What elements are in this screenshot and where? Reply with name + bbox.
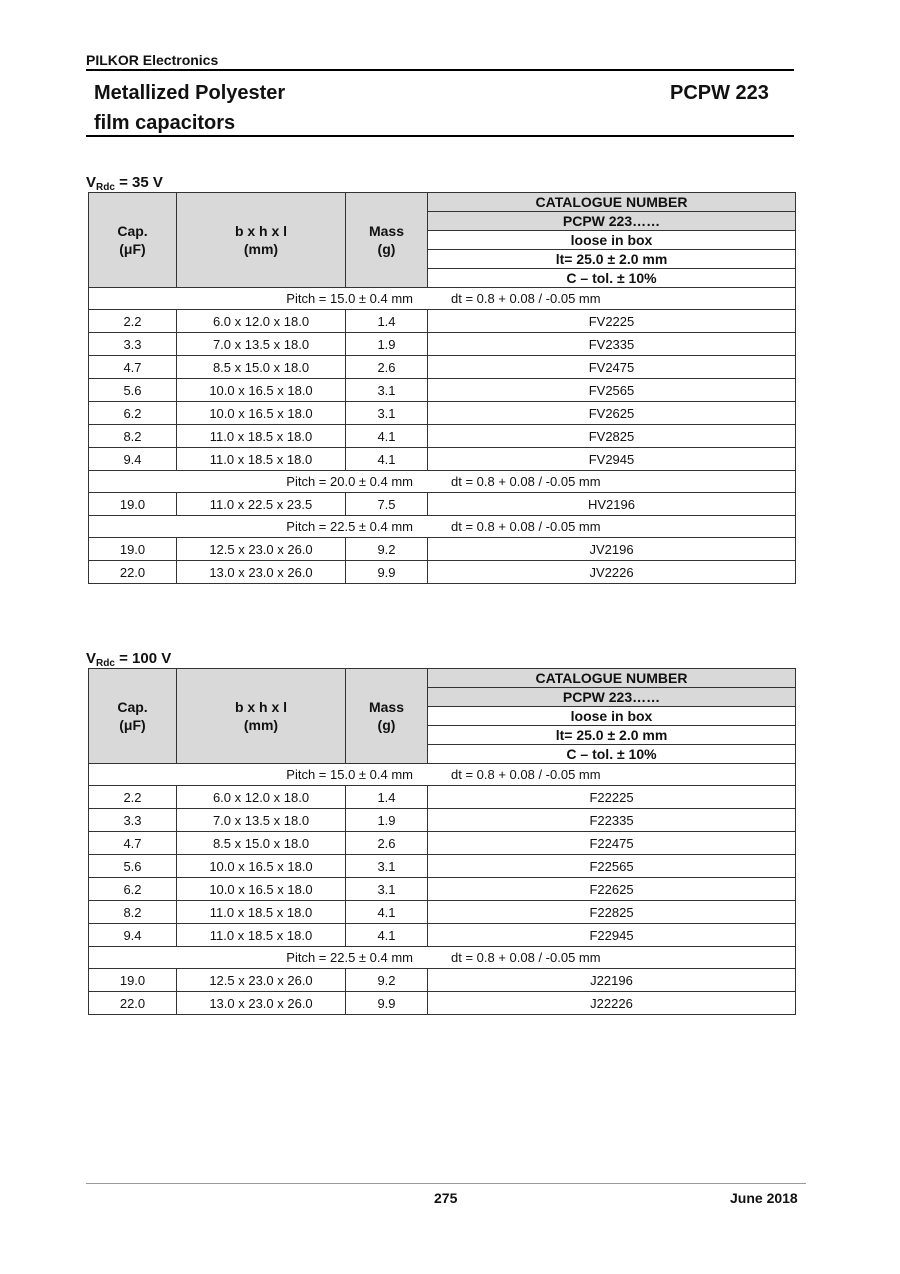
mass-cell: 4.1 <box>346 901 428 924</box>
table-row <box>89 855 796 878</box>
table-row <box>89 310 796 333</box>
pitch-cell <box>89 288 796 310</box>
col-header-lead-length: lt= 25.0 ± 2.0 mm <box>428 726 796 745</box>
mass-cell: 2.6 <box>346 356 428 379</box>
catalogue-number-cell: J22226 <box>428 992 796 1015</box>
mass-cell: 1.9 <box>346 809 428 832</box>
cap-cell: 2.2 <box>89 786 177 809</box>
mass-cell: 4.1 <box>346 924 428 947</box>
cap-cell: 9.4 <box>89 924 177 947</box>
pitch-row <box>89 516 796 538</box>
pitch-spec: Pitch = 22.5 ± 0.4 mm <box>286 519 413 534</box>
cap-cell: 3.3 <box>89 809 177 832</box>
mass-cell: 9.2 <box>346 538 428 561</box>
series-code: PCPW 223 <box>670 82 769 104</box>
catalogue-number-cell: F22475 <box>428 832 796 855</box>
table-row <box>89 924 796 947</box>
table-row <box>89 969 796 992</box>
table-row <box>89 425 796 448</box>
cap-cell: 4.7 <box>89 356 177 379</box>
dims-cell: 12.5 x 23.0 x 26.0 <box>177 538 346 561</box>
cap-cell: 6.2 <box>89 878 177 901</box>
dims-cell: 13.0 x 23.0 x 26.0 <box>177 561 346 584</box>
catalogue-number-cell: FV2225 <box>428 310 796 333</box>
cap-cell: 2.2 <box>89 310 177 333</box>
table-row <box>89 878 796 901</box>
col-header-series: PCPW 223…… <box>428 688 796 707</box>
mass-cell: 3.1 <box>346 402 428 425</box>
mass-cell: 4.1 <box>346 448 428 471</box>
dims-cell: 7.0 x 13.5 x 18.0 <box>177 809 346 832</box>
cap-cell: 4.7 <box>89 832 177 855</box>
cap-cell: 5.6 <box>89 855 177 878</box>
catalogue-number-cell: FV2565 <box>428 379 796 402</box>
col-header-cap: Cap. (μF) <box>89 669 177 764</box>
dims-cell: 13.0 x 23.0 x 26.0 <box>177 992 346 1015</box>
header-rule-bottom <box>86 135 794 137</box>
pitch-spec: Pitch = 15.0 ± 0.4 mm <box>286 291 413 306</box>
lead-diameter-spec: dt = 0.8 + 0.08 / -0.05 mm <box>451 291 601 306</box>
pitch-spec: Pitch = 20.0 ± 0.4 mm <box>286 474 413 489</box>
catalogue-number-cell: JV2226 <box>428 561 796 584</box>
catalogue-number-cell: F22825 <box>428 901 796 924</box>
table-row <box>89 379 796 402</box>
table-row <box>89 992 796 1015</box>
cap-cell: 3.3 <box>89 333 177 356</box>
pitch-cell <box>89 947 796 969</box>
pitch-row <box>89 288 796 310</box>
col-header-packaging: loose in box <box>428 707 796 726</box>
cap-cell: 19.0 <box>89 493 177 516</box>
title-line-2: film capacitors <box>94 112 236 134</box>
dims-cell: 6.0 x 12.0 x 18.0 <box>177 786 346 809</box>
footer-date: June 2018 <box>730 1190 798 1206</box>
dims-cell: 7.0 x 13.5 x 18.0 <box>177 333 346 356</box>
table-row <box>89 809 796 832</box>
table-row <box>89 448 796 471</box>
mass-cell: 3.1 <box>346 855 428 878</box>
voltage-label-100v: $V_{Rdc} = 100$ V <box>86 650 172 669</box>
dims-cell: 12.5 x 23.0 x 26.0 <box>177 969 346 992</box>
mass-cell: 7.5 <box>346 493 428 516</box>
dims-cell: 6.0 x 12.0 x 18.0 <box>177 310 346 333</box>
mass-cell: 9.9 <box>346 992 428 1015</box>
table-row <box>89 786 796 809</box>
pitch-cell <box>89 516 796 538</box>
table-row <box>89 561 796 584</box>
lead-diameter-spec: dt = 0.8 + 0.08 / -0.05 mm <box>451 767 601 782</box>
col-header-mass: Mass (g) <box>346 193 428 288</box>
cap-cell: 8.2 <box>89 901 177 924</box>
cap-cell: 9.4 <box>89 448 177 471</box>
mass-cell: 1.4 <box>346 310 428 333</box>
pitch-spec: Pitch = 22.5 ± 0.4 mm <box>286 950 413 965</box>
cap-cell: 19.0 <box>89 538 177 561</box>
cap-cell: 22.0 <box>89 992 177 1015</box>
col-header-dims: b x h x l (mm) <box>177 193 346 288</box>
cap-cell: 5.6 <box>89 379 177 402</box>
dims-cell: 11.0 x 18.5 x 18.0 <box>177 425 346 448</box>
title-line-1: Metallized Polyester <box>94 82 286 104</box>
dims-cell: 10.0 x 16.5 x 18.0 <box>177 878 346 901</box>
pitch-cell <box>89 764 796 786</box>
dims-cell: 8.5 x 15.0 x 18.0 <box>177 356 346 379</box>
col-header-packaging: loose in box <box>428 231 796 250</box>
pitch-cell <box>89 471 796 493</box>
catalogue-number-cell: F22225 <box>428 786 796 809</box>
lead-diameter-spec: dt = 0.8 + 0.08 / -0.05 mm <box>451 519 601 534</box>
spec-table-100v <box>88 668 796 1015</box>
mass-cell: 3.1 <box>346 878 428 901</box>
catalogue-number-cell: J22196 <box>428 969 796 992</box>
catalogue-number-cell: FV2945 <box>428 448 796 471</box>
dims-cell: 10.0 x 16.5 x 18.0 <box>177 402 346 425</box>
catalogue-number-cell: F22335 <box>428 809 796 832</box>
col-header-tolerance: C – tol. ± 10% <box>428 269 796 288</box>
catalogue-number-cell: FV2475 <box>428 356 796 379</box>
pitch-row <box>89 947 796 969</box>
header-rule-top <box>86 69 794 71</box>
col-header-catalogue: CATALOGUE NUMBER <box>428 193 796 212</box>
table-row <box>89 356 796 379</box>
mass-cell: 3.1 <box>346 379 428 402</box>
mass-cell: 2.6 <box>346 832 428 855</box>
col-header-mass: Mass (g) <box>346 669 428 764</box>
mass-cell: 1.4 <box>346 786 428 809</box>
lead-diameter-spec: dt = 0.8 + 0.08 / -0.05 mm <box>451 474 601 489</box>
pitch-row <box>89 764 796 786</box>
dims-cell: 11.0 x 18.5 x 18.0 <box>177 901 346 924</box>
mass-cell: 9.2 <box>346 969 428 992</box>
table-row <box>89 402 796 425</box>
col-header-lead-length: lt= 25.0 ± 2.0 mm <box>428 250 796 269</box>
cap-cell: 6.2 <box>89 402 177 425</box>
table-row <box>89 832 796 855</box>
catalogue-number-cell: HV2196 <box>428 493 796 516</box>
catalogue-number-cell: F22945 <box>428 924 796 947</box>
pitch-row <box>89 471 796 493</box>
cap-cell: 19.0 <box>89 969 177 992</box>
col-header-catalogue: CATALOGUE NUMBER <box>428 669 796 688</box>
footer-rule <box>86 1183 806 1184</box>
table-row <box>89 333 796 356</box>
page-number: 275 <box>434 1190 458 1206</box>
col-header-tolerance: C – tol. ± 10% <box>428 745 796 764</box>
mass-cell: 9.9 <box>346 561 428 584</box>
catalogue-number-cell: FV2825 <box>428 425 796 448</box>
catalogue-number-cell: F22625 <box>428 878 796 901</box>
cap-cell: 22.0 <box>89 561 177 584</box>
lead-diameter-spec: dt = 0.8 + 0.08 / -0.05 mm <box>451 950 601 965</box>
table-row <box>89 901 796 924</box>
dims-cell: 10.0 x 16.5 x 18.0 <box>177 379 346 402</box>
mass-cell: 1.9 <box>346 333 428 356</box>
col-header-dims: b x h x l (mm) <box>177 669 346 764</box>
dims-cell: 10.0 x 16.5 x 18.0 <box>177 855 346 878</box>
pitch-spec: Pitch = 15.0 ± 0.4 mm <box>286 767 413 782</box>
dims-cell: 11.0 x 18.5 x 18.0 <box>177 924 346 947</box>
table-row <box>89 538 796 561</box>
catalogue-number-cell: F22565 <box>428 855 796 878</box>
dims-cell: 11.0 x 18.5 x 18.0 <box>177 448 346 471</box>
cap-cell: 8.2 <box>89 425 177 448</box>
page-title <box>94 78 285 138</box>
mass-cell: 4.1 <box>346 425 428 448</box>
catalogue-number-cell: FV2625 <box>428 402 796 425</box>
spec-table-35v <box>88 192 796 584</box>
table-row <box>89 493 796 516</box>
company-name: PILKOR Electronics <box>86 52 219 68</box>
dims-cell: 8.5 x 15.0 x 18.0 <box>177 832 346 855</box>
col-header-series: PCPW 223…… <box>428 212 796 231</box>
catalogue-number-cell: JV2196 <box>428 538 796 561</box>
dims-cell: 11.0 x 22.5 x 23.5 <box>177 493 346 516</box>
voltage-label-35v: $V_{Rdc} = 35$ V <box>86 174 163 193</box>
col-header-cap: Cap. (μF) <box>89 193 177 288</box>
catalogue-number-cell: FV2335 <box>428 333 796 356</box>
